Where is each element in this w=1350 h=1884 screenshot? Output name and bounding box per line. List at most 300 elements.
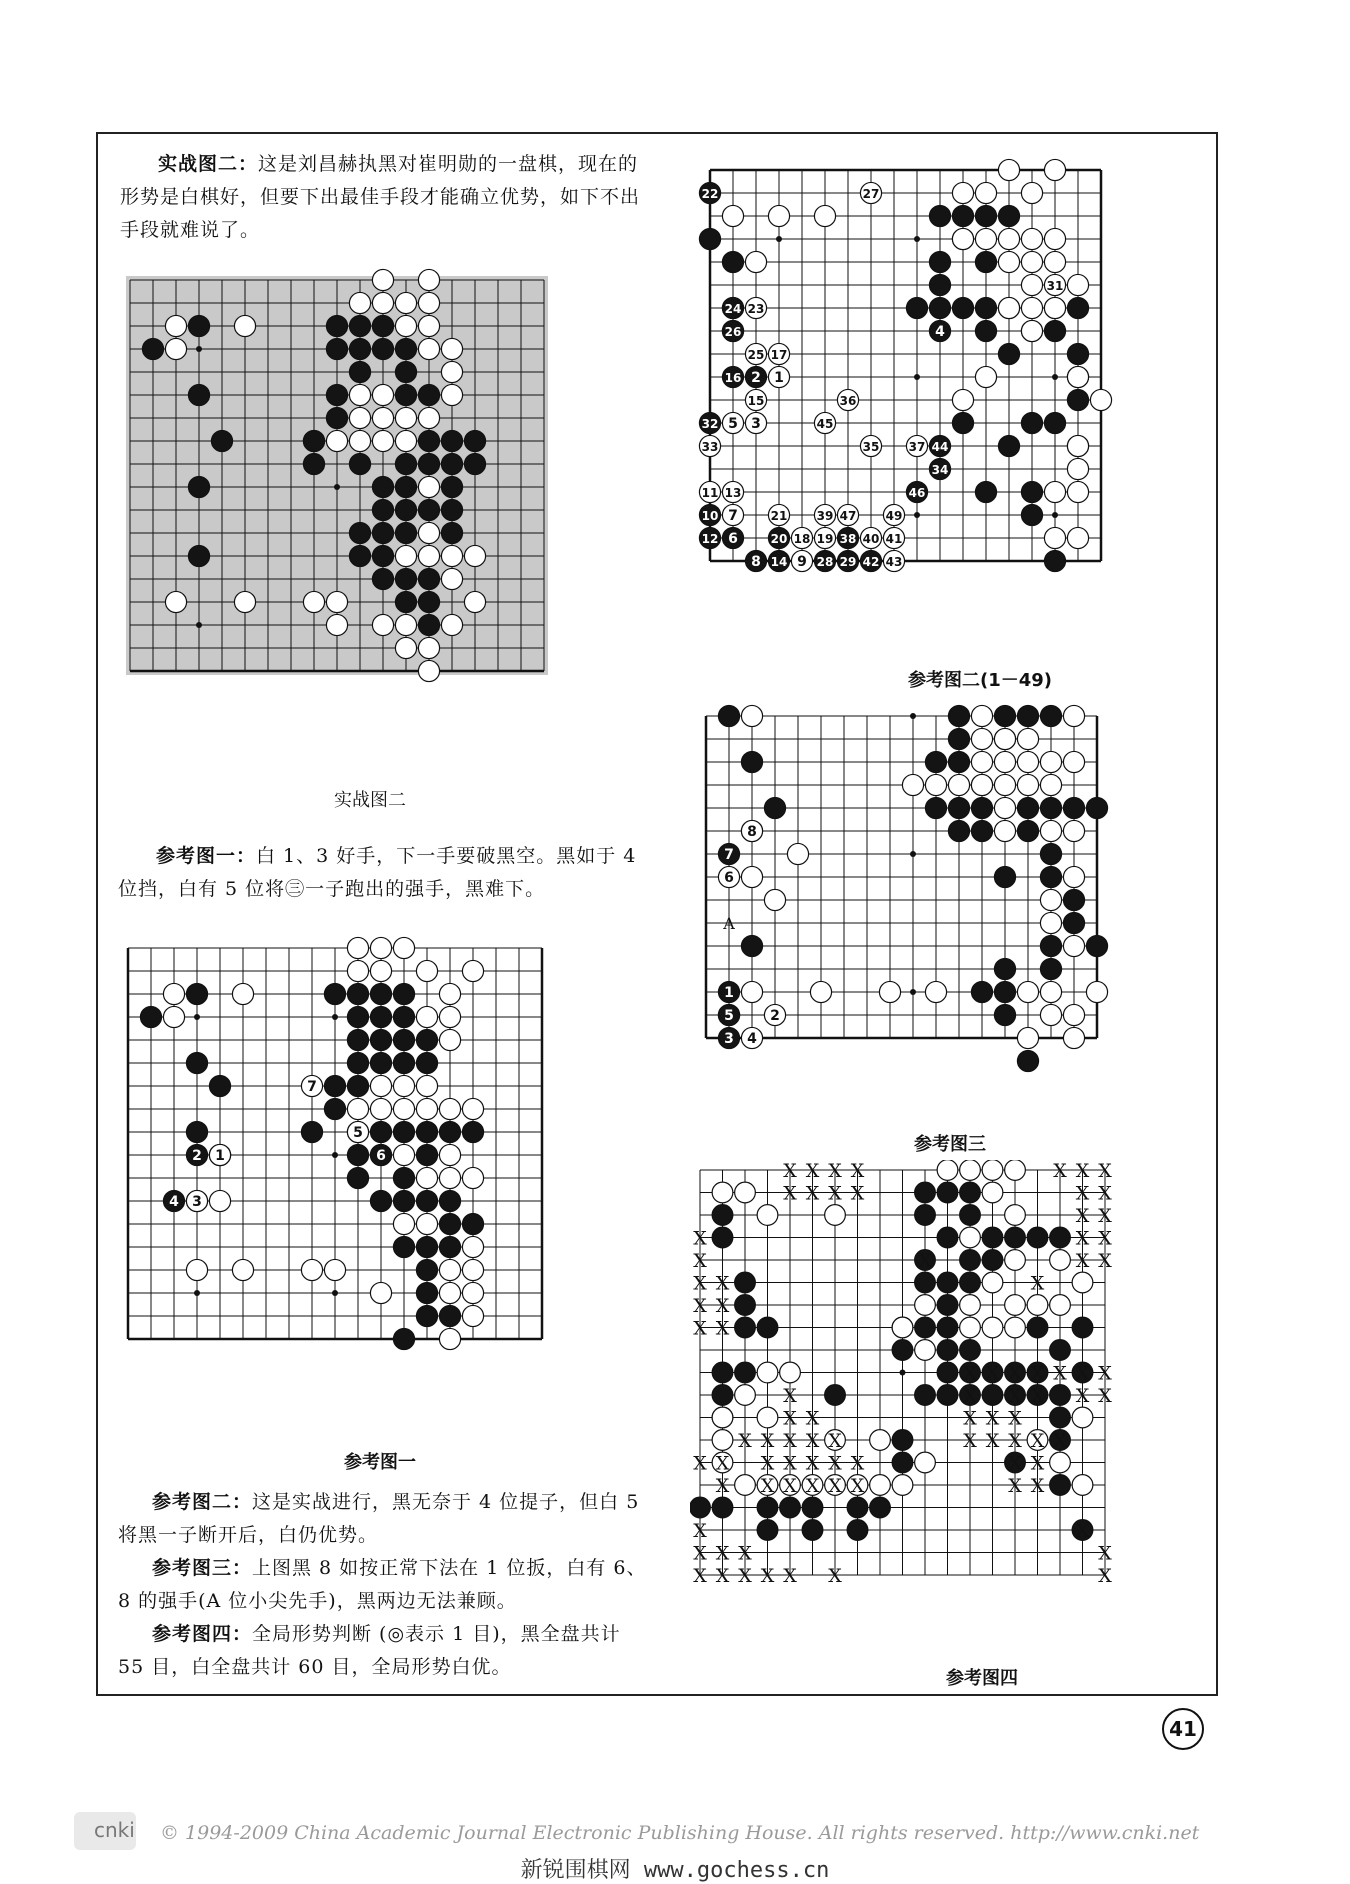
black-stone [211, 430, 232, 451]
territory-marker: X [1008, 1430, 1022, 1452]
territory-marker: X [1098, 1385, 1112, 1407]
white-stone [1021, 297, 1042, 318]
white-stone [462, 1098, 483, 1119]
white-stone [768, 205, 789, 226]
white-stone [418, 315, 439, 336]
white-stone [937, 1160, 958, 1180]
white-stone [186, 1259, 207, 1280]
territory-marker: X [1098, 1250, 1112, 1272]
black-stone [393, 1236, 414, 1257]
white-stone [393, 937, 414, 958]
move-number: 46 [908, 486, 926, 500]
territory-marker: X [1008, 1362, 1022, 1385]
white-stone [1005, 1250, 1026, 1271]
territory-marker: X [760, 1475, 775, 1497]
white-stone [1044, 228, 1065, 249]
white-stone [925, 981, 946, 1002]
black-stone [370, 1006, 391, 1027]
territory-marker: X [963, 1430, 977, 1452]
black-stone [915, 1182, 936, 1203]
paragraph-title: 参考图二： [152, 1491, 253, 1513]
white-stone [975, 182, 996, 203]
black-stone [948, 728, 969, 749]
black-stone [847, 1520, 868, 1541]
white-stone [879, 981, 900, 1002]
black-stone [1044, 412, 1065, 433]
star-point [900, 1370, 906, 1376]
black-stone [937, 1362, 958, 1383]
white-stone [163, 1006, 184, 1027]
black-stone [395, 453, 416, 474]
white-stone [416, 1098, 437, 1119]
white-stone [416, 1213, 437, 1234]
white-stone [712, 1407, 733, 1428]
white-stone [165, 338, 186, 359]
territory-marker: X [693, 1317, 707, 1340]
white-stone [971, 751, 992, 772]
move-number: 6 [728, 531, 738, 547]
black-stone [347, 983, 368, 1004]
white-stone [1017, 751, 1038, 772]
white-stone [994, 774, 1015, 795]
white-stone [1063, 1027, 1084, 1048]
move-number: 38 [839, 532, 857, 546]
territory-marker: X [738, 1542, 752, 1565]
black-stone [757, 1520, 778, 1541]
paragraph-ref4 [118, 1618, 648, 1684]
territory-marker: X [805, 1407, 820, 1430]
white-stone [1067, 366, 1088, 387]
paragraph-ref2 [118, 1486, 648, 1552]
black-stone [925, 797, 946, 818]
territory-marker: X [1008, 1407, 1022, 1430]
white-stone [971, 774, 992, 795]
white-stone [975, 228, 996, 249]
white-stone [1005, 1160, 1026, 1180]
black-stone [372, 315, 393, 336]
black-stone [347, 1075, 368, 1096]
black-stone [441, 476, 462, 497]
caption-reference-2: 参考图二(1－49) [907, 670, 1053, 691]
black-stone [998, 343, 1019, 364]
black-stone [1063, 889, 1084, 910]
white-stone [1063, 935, 1084, 956]
black-stone [975, 320, 996, 341]
black-stone [372, 338, 393, 359]
black-stone [948, 797, 969, 818]
white-stone [347, 1098, 368, 1119]
white-stone [1044, 251, 1065, 272]
white-stone [462, 1259, 483, 1280]
black-stone [1017, 797, 1038, 818]
black-stone [960, 1182, 981, 1203]
black-stone [349, 453, 370, 474]
move-number: 3 [192, 1194, 202, 1210]
black-stone [975, 205, 996, 226]
star-point [196, 346, 202, 352]
white-stone [915, 1295, 936, 1316]
black-stone [925, 751, 946, 772]
white-stone [395, 292, 416, 313]
star-point [194, 1014, 200, 1020]
white-stone [810, 981, 831, 1002]
territory-marker: X [1053, 1160, 1067, 1182]
white-stone [370, 960, 391, 981]
move-number: 20 [770, 532, 788, 546]
white-stone [712, 1430, 733, 1451]
white-stone [393, 1098, 414, 1119]
black-stone [722, 251, 743, 272]
black-stone [372, 499, 393, 520]
move-number: 7 [728, 508, 738, 524]
white-stone [372, 407, 393, 428]
white-stone [165, 315, 186, 336]
white-stone [462, 1167, 483, 1188]
white-stone [994, 820, 1015, 841]
territory-marker: X [715, 1295, 730, 1317]
white-stone [165, 591, 186, 612]
move-number: 43 [885, 555, 903, 569]
white-stone [960, 1295, 981, 1316]
move-number: 8 [751, 554, 761, 570]
star-point [914, 512, 920, 518]
black-stone [418, 568, 439, 589]
white-stone [439, 983, 460, 1004]
move-number: 32 [701, 417, 719, 431]
white-stone [735, 1475, 756, 1496]
white-stone [735, 1385, 756, 1406]
black-stone [1044, 320, 1065, 341]
territory-marker: X [805, 1452, 820, 1475]
white-stone [1063, 751, 1084, 772]
black-stone [439, 1213, 460, 1234]
paragraph-title: 参考图四： [152, 1623, 253, 1645]
territory-marker: X [693, 1295, 707, 1317]
black-stone [982, 1227, 1003, 1248]
black-stone [960, 1340, 981, 1361]
black-stone [393, 1190, 414, 1211]
white-stone [915, 1340, 936, 1361]
black-stone [416, 1282, 437, 1303]
paragraph-ref3 [118, 1552, 648, 1618]
black-stone [326, 384, 347, 405]
white-stone [416, 1006, 437, 1027]
black-stone [1005, 1227, 1026, 1248]
black-stone [393, 1121, 414, 1142]
black-stone [439, 1121, 460, 1142]
black-stone [395, 384, 416, 405]
territory-marker: X [828, 1452, 842, 1475]
point-label-a: A [723, 914, 735, 933]
white-stone [232, 983, 253, 1004]
black-stone [441, 522, 462, 543]
territory-marker: X [1030, 1475, 1045, 1497]
territory-marker: X [1075, 1520, 1090, 1542]
black-stone [952, 205, 973, 226]
white-stone [757, 1362, 778, 1383]
white-stone [395, 430, 416, 451]
white-stone [1017, 1027, 1038, 1048]
white-stone [395, 614, 416, 635]
white-stone [780, 1362, 801, 1383]
black-stone [416, 1144, 437, 1165]
white-stone [1063, 866, 1084, 887]
white-stone [1072, 1272, 1093, 1293]
black-stone [741, 935, 762, 956]
white-stone [1017, 728, 1038, 749]
black-stone [994, 705, 1015, 726]
white-stone [1017, 981, 1038, 1002]
white-stone [1021, 228, 1042, 249]
white-stone [722, 205, 743, 226]
move-number: 1 [724, 985, 734, 1001]
white-stone [960, 1227, 981, 1248]
white-stone [441, 568, 462, 589]
white-stone [1044, 297, 1065, 318]
black-stone [994, 958, 1015, 979]
white-stone [757, 1407, 778, 1428]
black-stone [347, 1167, 368, 1188]
move-number: 41 [885, 532, 903, 546]
black-stone [324, 1075, 345, 1096]
black-stone [418, 453, 439, 474]
white-stone [301, 1259, 322, 1280]
white-stone [232, 1259, 253, 1280]
white-stone [870, 1475, 891, 1496]
paragraph-text: 上图黑 8 如按正常下法在 1 位扳，白有 6、8 的强手(A 位小尖先手)，黑两边无法兼顾。 [118, 1557, 647, 1612]
black-stone [948, 820, 969, 841]
white-stone [741, 866, 762, 887]
black-stone [462, 1213, 483, 1234]
white-stone [1086, 981, 1107, 1002]
territory-marker: X [693, 1542, 707, 1565]
black-stone [1067, 297, 1088, 318]
white-stone [787, 843, 808, 864]
black-stone [418, 384, 439, 405]
white-stone [1017, 774, 1038, 795]
white-stone [1063, 705, 1084, 726]
black-stone [324, 983, 345, 1004]
logo-text: cnki [94, 1818, 135, 1842]
white-stone [439, 1144, 460, 1165]
move-number: 47 [839, 509, 857, 523]
white-stone [764, 889, 785, 910]
white-stone [1040, 820, 1061, 841]
territory-marker: X [1075, 1205, 1090, 1227]
territory-marker: X [1098, 1182, 1112, 1205]
white-stone [1027, 1295, 1048, 1316]
white-stone [1021, 274, 1042, 295]
white-stone [441, 614, 462, 635]
white-stone [952, 228, 973, 249]
white-stone [915, 1452, 936, 1473]
star-point [776, 236, 782, 242]
white-stone [1090, 389, 1111, 410]
white-stone [1044, 159, 1065, 180]
move-number: 2 [770, 1008, 780, 1024]
white-stone [372, 384, 393, 405]
black-stone [303, 453, 324, 474]
territory-marker: X [1098, 1565, 1112, 1587]
black-stone [393, 1052, 414, 1073]
black-stone [1021, 481, 1042, 502]
black-stone [1017, 705, 1038, 726]
black-stone [370, 983, 391, 1004]
white-stone [303, 591, 324, 612]
white-stone [349, 430, 370, 451]
territory-marker: X [783, 1565, 797, 1587]
star-point [334, 484, 340, 490]
black-stone [370, 1029, 391, 1050]
white-stone [418, 476, 439, 497]
white-stone [1044, 527, 1065, 548]
territory-marker: X [760, 1452, 775, 1475]
white-stone [994, 728, 1015, 749]
white-stone [1067, 458, 1088, 479]
black-stone [975, 251, 996, 272]
star-point [1052, 374, 1058, 380]
territory-marker: X [693, 1227, 707, 1250]
territory-marker: X [693, 1452, 707, 1475]
territory-marker: X [828, 1475, 842, 1497]
black-stone [186, 1052, 207, 1073]
move-number: 14 [770, 555, 788, 569]
move-number: 5 [724, 1008, 734, 1024]
black-stone [915, 1272, 936, 1293]
white-stone [1005, 1317, 1026, 1338]
black-stone [393, 1328, 414, 1349]
white-stone [971, 728, 992, 749]
black-stone [937, 1340, 958, 1361]
white-stone [1050, 1250, 1071, 1271]
black-stone [1017, 820, 1038, 841]
move-number: 5 [728, 416, 738, 432]
move-number: 19 [816, 532, 834, 546]
white-stone [982, 1272, 1003, 1293]
white-stone [712, 1182, 733, 1203]
territory-marker: X [850, 1452, 865, 1475]
territory-marker: X [805, 1160, 820, 1182]
black-stone [998, 435, 1019, 456]
black-stone [952, 412, 973, 433]
move-number: 35 [862, 440, 880, 454]
move-number: 10 [701, 509, 719, 523]
black-stone [1040, 958, 1061, 979]
territory-marker: X [963, 1407, 977, 1430]
black-stone [188, 384, 209, 405]
territory-marker: X [850, 1182, 865, 1205]
caption-reference-3: 参考图三 [914, 1134, 986, 1155]
black-stone [712, 1497, 733, 1518]
white-stone [347, 937, 368, 958]
white-stone [948, 774, 969, 795]
white-stone [741, 981, 762, 1002]
white-stone [439, 1029, 460, 1050]
move-number: 17 [770, 348, 788, 362]
move-number: 13 [724, 486, 742, 500]
black-stone [971, 820, 992, 841]
white-stone [982, 1182, 1003, 1203]
move-number: 3 [724, 1031, 734, 1047]
white-stone [372, 269, 393, 290]
white-stone [960, 1160, 981, 1180]
white-stone [902, 774, 923, 795]
territory-marker: X [783, 1182, 797, 1205]
white-stone [439, 1328, 460, 1349]
black-stone [1050, 1475, 1071, 1496]
black-stone [1050, 1407, 1071, 1428]
black-stone [892, 1340, 913, 1361]
move-number: 1 [215, 1148, 225, 1164]
territory-marker: X [760, 1565, 775, 1587]
territory-marker: X [1030, 1452, 1045, 1475]
move-number: 2 [751, 370, 761, 386]
black-stone [372, 476, 393, 497]
black-stone [735, 1362, 756, 1383]
territory-marker: X [805, 1182, 820, 1205]
black-stone [464, 453, 485, 474]
black-stone [1050, 1227, 1071, 1248]
star-point [332, 1152, 338, 1158]
black-stone [915, 1205, 936, 1226]
move-number: 26 [724, 325, 742, 339]
territory-marker: X [693, 1250, 707, 1272]
white-stone [395, 407, 416, 428]
territory-marker: X [1098, 1160, 1112, 1182]
black-stone [757, 1317, 778, 1338]
black-stone [1021, 412, 1042, 433]
black-stone [1050, 1385, 1071, 1406]
move-number: 36 [839, 394, 857, 408]
black-stone [441, 499, 462, 520]
white-stone [326, 430, 347, 451]
paragraph-text: 白 1、3 好手，下一手要破黑空。黑如于 4 位挡，白有 5 位将㊂一子跑出的强手，黑难下。 [118, 845, 637, 900]
black-stone [1040, 866, 1061, 887]
black-stone [393, 1029, 414, 1050]
white-stone [418, 545, 439, 566]
territory-marker: X [985, 1430, 1000, 1452]
black-stone [994, 981, 1015, 1002]
black-stone [712, 1227, 733, 1248]
territory-marker: X [1098, 1542, 1112, 1565]
white-stone [998, 159, 1019, 180]
move-number: 15 [747, 394, 765, 408]
black-stone [929, 297, 950, 318]
black-stone [870, 1497, 891, 1518]
black-stone [301, 1121, 322, 1142]
white-stone [416, 1075, 437, 1096]
territory-marker: X [850, 1475, 865, 1497]
white-stone [395, 545, 416, 566]
paragraph-title: 参考图三： [152, 1557, 253, 1579]
black-stone [892, 1452, 913, 1473]
territory-marker: X [715, 1317, 730, 1340]
move-number: 4 [169, 1194, 179, 1210]
white-stone [441, 338, 462, 359]
move-number: 2 [192, 1148, 202, 1164]
black-stone [186, 983, 207, 1004]
territory-marker: X [828, 1160, 842, 1182]
black-stone [349, 361, 370, 382]
white-stone [418, 407, 439, 428]
black-stone [982, 1385, 1003, 1406]
white-stone [1005, 1205, 1026, 1226]
black-stone [1050, 1340, 1071, 1361]
move-number: 37 [908, 440, 926, 454]
board-reference-1 [118, 928, 618, 1428]
black-stone [416, 1121, 437, 1142]
black-stone [188, 545, 209, 566]
